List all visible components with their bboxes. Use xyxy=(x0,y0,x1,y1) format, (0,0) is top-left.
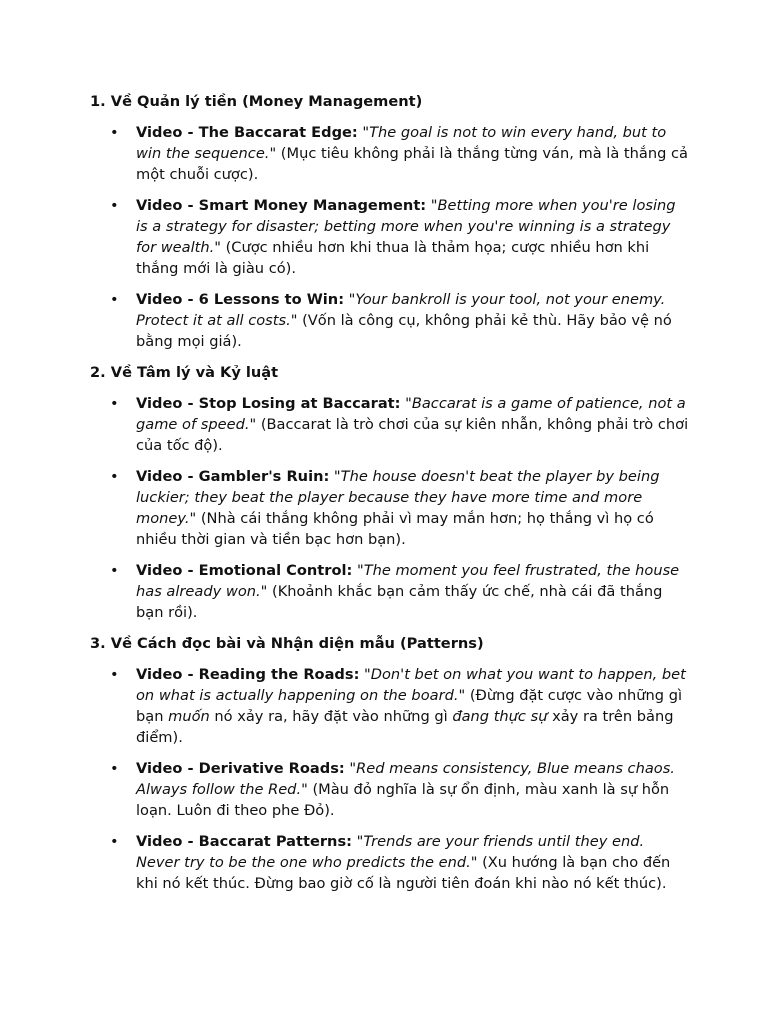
list-item xyxy=(90,831,690,894)
video-title: Video - Reading the Roads: xyxy=(136,666,360,683)
bullet-icon: • xyxy=(110,468,119,485)
translation-text: " xyxy=(400,395,412,412)
translation-text: " (Vốn là công cụ, không phải kẻ thù. Hãy bảo vệ nó bằng mọi giá). xyxy=(136,312,672,350)
translation-text: " xyxy=(344,760,357,777)
bullet-icon: • xyxy=(110,562,119,579)
translation-text: " (Mục tiêu không phải là thắng từng ván, mà là thắng cả một chuỗi cược). xyxy=(136,145,688,183)
translation-text: " xyxy=(351,833,364,850)
video-title: Video - Baccarat Patterns: xyxy=(136,833,352,850)
translation-text: xảy ra trên bảng điểm). xyxy=(136,708,674,746)
translation-text: nó xảy ra, hãy đặt vào những gì xyxy=(209,708,453,725)
video-title: Video - Smart Money Management: xyxy=(136,197,427,214)
translation-text: " (Đừng đặt cược vào những gì bạn xyxy=(136,687,683,725)
bullet-icon: • xyxy=(110,395,119,412)
translation-text: " xyxy=(359,666,371,683)
quote-text: Your bankroll is your tool, not your enemy. Protect it at all costs. xyxy=(136,291,666,329)
list-item xyxy=(90,560,690,623)
bullet-icon: • xyxy=(110,760,119,777)
list-item xyxy=(90,289,690,352)
quote-text: muốn xyxy=(168,708,210,725)
list-item xyxy=(90,195,690,279)
translation-text: " (Xu hướng là bạn cho đến khi nó kết thúc. Đừng bao giờ cố là người tiên đoán khi nào nó kết thúc). xyxy=(136,854,671,892)
video-title: Video - Emotional Control: xyxy=(136,562,353,579)
bullet-icon: • xyxy=(110,666,119,683)
translation-text: " (Cược nhiều hơn khi thua là thảm họa; cược nhiều hơn khi thắng mới là giàu có). xyxy=(136,239,650,277)
list-item xyxy=(90,393,690,456)
section-heading: 1. Về Quản lý tiền (Money Management) xyxy=(90,93,423,110)
list-item xyxy=(90,122,690,185)
document-body xyxy=(90,91,690,904)
list-item xyxy=(90,466,690,550)
quote-text: Trends are your friends until they end. Never try to be the one who predicts the end. xyxy=(136,833,645,871)
translation-text: " xyxy=(357,124,370,141)
quote-text: Red means consistency, Blue means chaos. Always follow the Red. xyxy=(136,760,675,798)
quote-text: Don't bet on what you want to happen, bet on what is actually happening on the board. xyxy=(136,666,686,704)
translation-text: " (Khoảnh khắc bạn cảm thấy ức chế, nhà cái đã thắng bạn rồi). xyxy=(136,583,663,621)
translation-text: " (Baccarat là trò chơi của sự kiên nhẫn, không phải trò chơi của tốc độ). xyxy=(136,416,689,454)
video-title: Video - Stop Losing at Baccarat: xyxy=(136,395,401,412)
video-quote-list xyxy=(90,122,690,352)
translation-text: " (Nhà cái thắng không phải vì may mắn hơn; họ thắng vì họ có nhiều thời gian và tiền bạc hơn bạn). xyxy=(136,510,654,548)
translation-text: " xyxy=(426,197,438,214)
video-title: Video - 6 Lessons to Win: xyxy=(136,291,345,308)
quote-text: đang thực sự xyxy=(452,708,548,725)
bullet-icon: • xyxy=(110,124,119,141)
translation-text: " xyxy=(329,468,341,485)
list-item xyxy=(90,664,690,748)
translation-text: " xyxy=(344,291,356,308)
quote-text: The moment you feel frustrated, the house has already won. xyxy=(136,562,680,600)
video-quote-list xyxy=(90,393,690,623)
bullet-icon: • xyxy=(110,833,119,850)
quote-text: The goal is not to win every hand, but to win the sequence. xyxy=(136,124,667,162)
translation-text: " xyxy=(352,562,364,579)
quote-text: Baccarat is a game of patience, not a game of speed. xyxy=(136,395,686,433)
bullet-icon: • xyxy=(110,197,119,214)
section-heading: 3. Về Cách đọc bài và Nhận diện mẫu (Patterns) xyxy=(90,635,484,652)
quote-text: Betting more when you're losing is a strategy for disaster; betting more when you're winning is a strategy for wealth. xyxy=(136,197,676,256)
video-title: Video - Gambler's Ruin: xyxy=(136,468,330,485)
bullet-icon: • xyxy=(110,291,119,308)
video-quote-list xyxy=(90,664,690,894)
section-heading: 2. Về Tâm lý và Kỷ luật xyxy=(90,364,279,381)
video-title: Video - Derivative Roads: xyxy=(136,760,345,777)
list-item xyxy=(90,758,690,821)
quote-text: The house doesn't beat the player by being luckier; they beat the player because they have more time and more money. xyxy=(136,468,660,527)
translation-text: " (Màu đỏ nghĩa là sự ổn định, màu xanh là sự hỗn loạn. Luôn đi theo phe Đỏ). xyxy=(136,781,670,819)
video-title: Video - The Baccarat Edge: xyxy=(136,124,358,141)
